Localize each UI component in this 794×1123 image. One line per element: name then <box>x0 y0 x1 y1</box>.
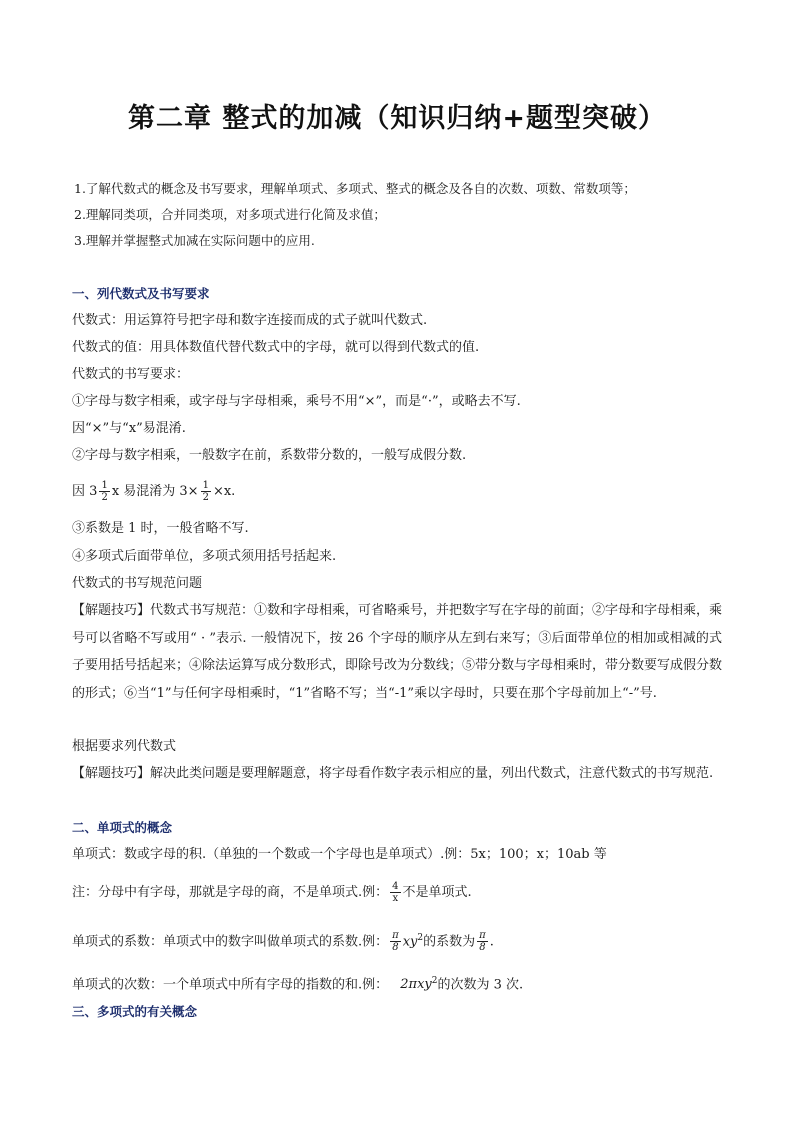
mixed-number-fraction <box>99 480 109 503</box>
coefficient-mid: 的系数为 <box>423 934 476 950</box>
objective-item: 3.理解并掌握整式加减在实际问题中的应用. <box>74 233 315 248</box>
note-fraction <box>390 881 400 904</box>
page-title: 第二章 整式的加减（知识归纳+题型突破） <box>127 103 667 134</box>
fraction-denominator: 2 <box>202 492 209 503</box>
monomial-note-prefix: 注：分母中有字母，那就是字母的商，不是单项式.例： <box>72 885 389 900</box>
learning-objectives <box>74 176 734 254</box>
section-heading-1: 一、列代数式及书写要求 <box>72 286 210 301</box>
subtopic-writing-standards: 代数式的书写规范问题 <box>72 576 203 591</box>
coefficient-prefix: 单项式的系数：单项式中的数字叫做单项式的系数.例： <box>72 934 389 950</box>
rule-3: ③系数是 1 时，一般省略不写. <box>72 521 249 536</box>
writing-requirements-title: 代数式的书写要求： <box>72 367 190 382</box>
rule-2-note-mid: x 易混淆为 3× <box>111 484 199 499</box>
rule-2-note-prefix: 因 <box>72 484 86 499</box>
monomial-degree <box>72 971 523 995</box>
definition-expression-value: 代数式的值：用具体数值代替代数式中的字母，就可以得到代数式的值. <box>72 340 480 355</box>
objective-item: 1.了解代数式的概念及书写要求，理解单项式、多项式、整式的概念及各自的次数、项数、常数项等； <box>74 181 636 196</box>
tip-writing-standards: 【解题技巧】代数式书写规范：①数和字母相乘，可省略乘号，并把数字写在字母的前面；②字母和字母相乘，乘号可以省略不写或用“ · ”表示. 一般情况下，按 26 个字母的顺序从左到右来写；③后面带单位的相加或相减的式子要用括号括起来；④除法运算写成分数形式，即除号改为分数线；⑤带分数与字母相乘时，带分数要写成假分数的形式；⑥当“1”与任何字母相乘时，“1”省略不写；当“-1”乘以字母时，只要在那个字母前加上“-”号. <box>72 603 723 701</box>
exponent: 2 <box>431 976 438 986</box>
rule-1-note: 因“×”与“x”易混淆. <box>72 421 186 436</box>
fraction-numerator: π <box>392 930 399 942</box>
rule-1: ①字母与数字相乘，或字母与字母相乘，乘号不用“×”，而是“·”，或略去不写. <box>72 394 521 409</box>
tip-form-expression: 【解题技巧】解决此类问题是要理解题意，将字母看作数字表示相应的量，列出代数式，注意代数式的书写规范. <box>72 766 714 781</box>
rule-4: ④多项式后面带单位，多项式须用括号括起来. <box>72 549 337 564</box>
rule-2-note <box>72 480 235 503</box>
fraction-denominator: 8 <box>392 942 399 954</box>
section-heading-2: 二、单项式的概念 <box>72 820 173 835</box>
monomial-note <box>72 881 472 904</box>
rule-2-note-suffix: ×x. <box>212 484 236 499</box>
monomial-expression: 2πxy <box>400 977 432 993</box>
fraction-denominator: x <box>392 893 399 904</box>
definition-algebraic-expression: 代数式：用运算符号把字母和数字连接而成的式子就叫代数式. <box>72 313 428 328</box>
fraction-denominator: 2 <box>101 492 108 503</box>
degree-prefix: 单项式的次数：一个单项式中所有字母的指数的和.例： <box>72 977 389 993</box>
fraction-numerator: 1 <box>202 480 209 491</box>
coefficient-end: . <box>489 934 494 950</box>
confused-fraction <box>201 480 211 503</box>
monomial-note-suffix: 不是单项式. <box>402 885 472 900</box>
fraction-numerator: 4 <box>392 881 399 892</box>
pi-over-8-fraction <box>390 930 401 953</box>
fraction-denominator: 8 <box>479 942 486 954</box>
coefficient-result-fraction <box>477 930 488 953</box>
mixed-number-whole: 3 <box>89 484 98 499</box>
definition-monomial: 单项式：数或字母的积.（单独的一个数或一个字母也是单项式）.例：5x；100；x；10ab 等 <box>72 847 607 862</box>
monomial-expression: xy <box>402 934 418 950</box>
degree-suffix: 的次数为 3 次. <box>437 977 524 993</box>
monomial-coefficient <box>72 928 494 953</box>
exponent: 2 <box>417 933 424 943</box>
fraction-numerator: 1 <box>101 480 108 491</box>
fraction-numerator: π <box>479 930 486 942</box>
subtopic-form-expression: 根据要求列代数式 <box>72 739 177 754</box>
section-heading-3: 三、多项式的有关概念 <box>72 1004 198 1019</box>
objective-item: 2.理解同类项，合并同类项，对多项式进行化简及求值； <box>74 207 386 222</box>
rule-2: ②字母与数字相乘，一般数字在前，系数带分数的，一般写成假分数. <box>72 448 467 463</box>
